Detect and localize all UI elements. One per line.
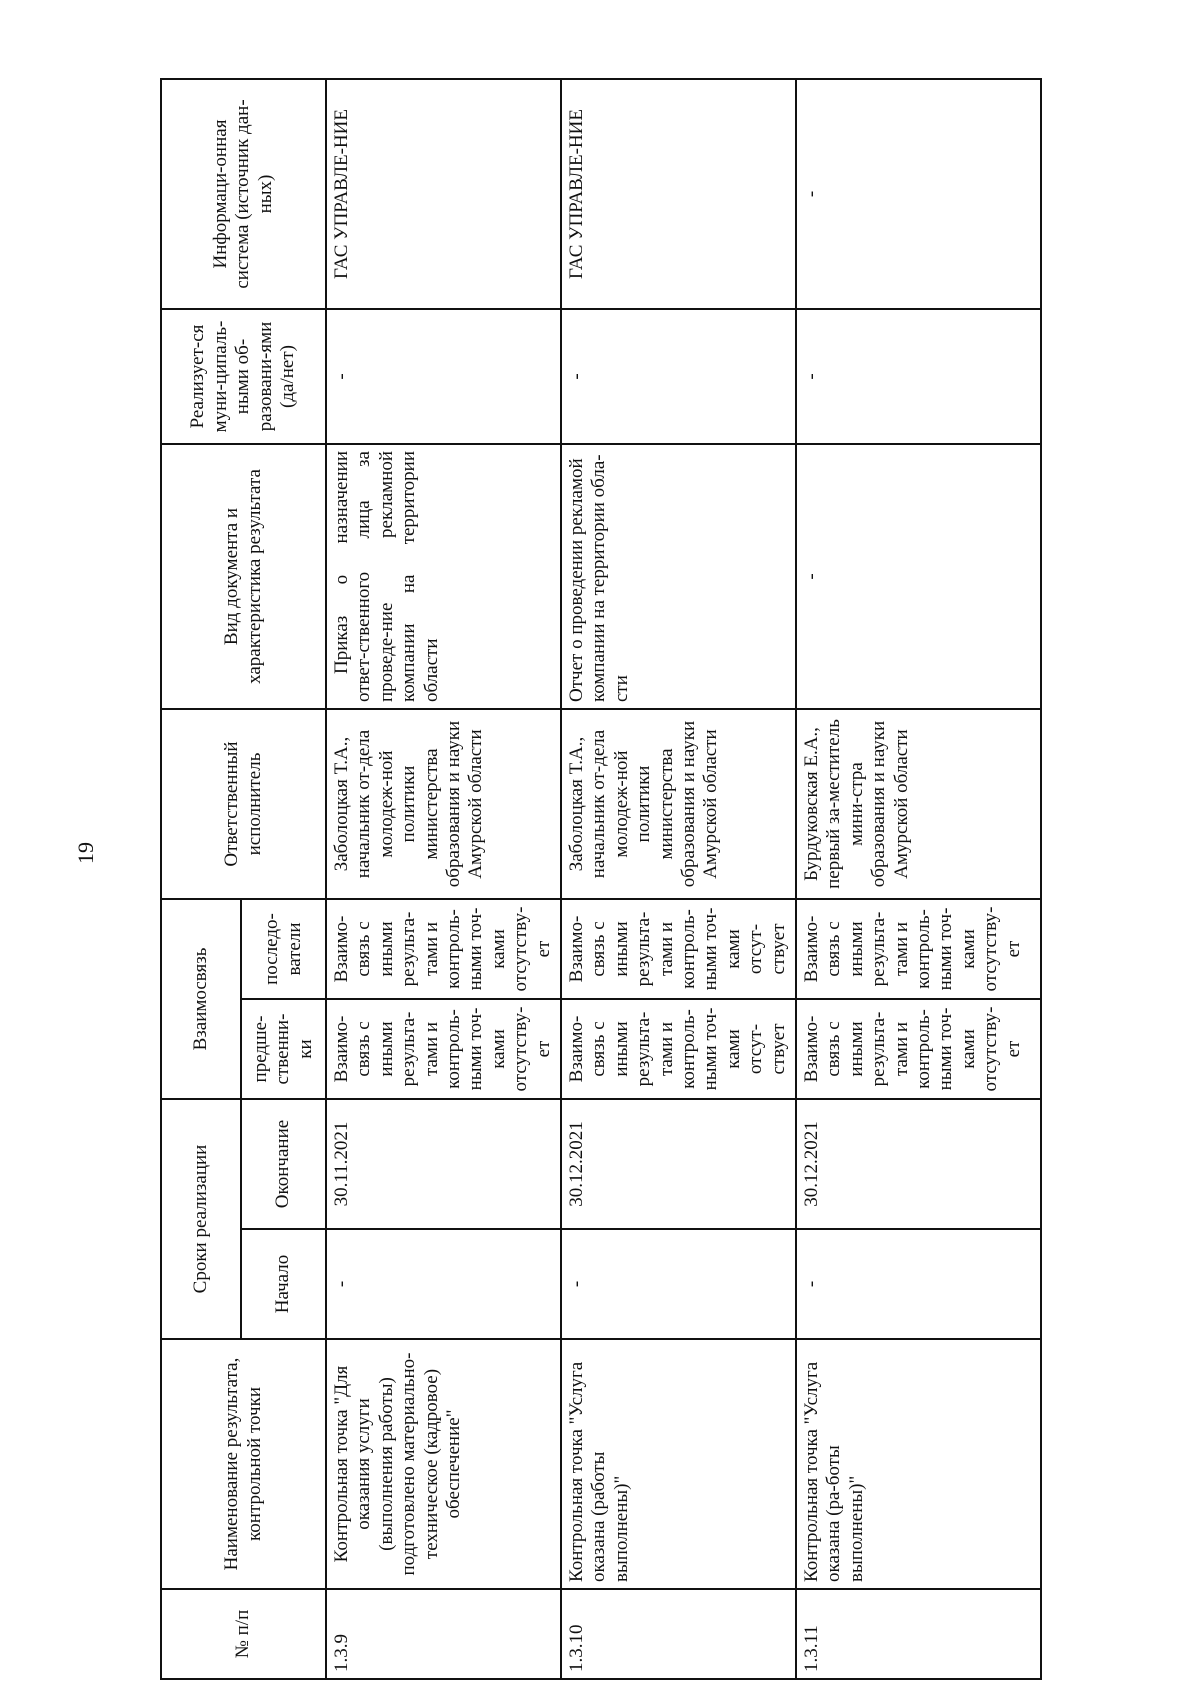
row-document (326, 444, 561, 709)
row-name: Контрольная точка "Для оказания услуги (выполнения работы) подготовлено материально- техническое (кадровое) обеспечение" (326, 1339, 561, 1589)
header-link: Взаимосвязь (161, 899, 241, 1099)
row-successors: Взаимо-связь с иными результа-тами и контроль-ными точ-ками отсутству-ет (796, 899, 1041, 999)
row-num: 1.3.10 (561, 1589, 796, 1679)
row-name: Контрольная точка "Услуга оказана (работы выполнены)" (561, 1339, 796, 1589)
plan-table (160, 78, 1042, 1680)
row-num: 1.3.9 (326, 1589, 561, 1679)
row-predecessors: Взаимо-связь с иными результа-тами и контроль-ными точ-ками отсутству-ет (796, 999, 1041, 1099)
row-end: 30.12.2021 (561, 1099, 796, 1229)
row-info-system: - (796, 79, 1041, 309)
row-document: Отчет о проведении рекламой компании на территории обла-сти (561, 444, 796, 709)
row-successors: Взаимо-связь с иными результа-тами и контроль-ными точ-ками отсутству-ет (326, 899, 561, 999)
row-document: - (796, 444, 1041, 709)
table-row (561, 79, 796, 1679)
header-name: Наименование результата, контрольной точки (161, 1339, 326, 1589)
table-row (326, 79, 561, 1679)
row-responsible: Заболоцкая Т.А., начальник от-дела молодеж-ной политики министерства образования и науки Амурской области (326, 709, 561, 899)
row-info-system: ГАС УПРАВЛЕ-НИЕ (326, 79, 561, 309)
row-municipal: - (561, 309, 796, 444)
row-end: 30.11.2021 (326, 1099, 561, 1229)
header-predecessors: предше-ственни-ки (241, 999, 326, 1099)
row-start: - (561, 1229, 796, 1339)
row-predecessors: Взаимо-связь с иными результа-тами и контроль-ными точ-ками отсут-ствует (561, 999, 796, 1099)
row-info-system: ГАС УПРАВЛЕ-НИЕ (561, 79, 796, 309)
header-end: Окончание (241, 1099, 326, 1229)
header-terms: Сроки реализации (161, 1099, 241, 1339)
table-row (796, 79, 1041, 1679)
row-responsible: Заболоцкая Т.А., начальник от-дела молодеж-ной политики министерства образования и науки Амурской области (561, 709, 796, 899)
row-municipal: - (796, 309, 1041, 444)
header-successors: последо-ватели (241, 899, 326, 999)
row-predecessors: Взаимо-связь с иными результа-тами и контроль-ными точ-ками отсутству-ет (326, 999, 561, 1099)
header-num: № п/п (161, 1589, 326, 1679)
header-start: Начало (241, 1229, 326, 1339)
page-number: 19 (73, 842, 98, 864)
row-successors: Взаимо-связь с иными результа-тами и контроль-ными точ-ками отсут-ствует (561, 899, 796, 999)
header-municipal: Реализует-ся муни-ципаль-ными об-разовани-ями (да/нет) (161, 309, 326, 444)
plan-table-wrapper (160, 80, 1040, 1680)
row-num: 1.3.11 (796, 1589, 1041, 1679)
header-responsible: Ответственный исполнитель (161, 709, 326, 899)
header-info-system: Информаци-онная система (источник дан-ных) (161, 79, 326, 309)
row-end: 30.12.2021 (796, 1099, 1041, 1229)
row-start: - (326, 1229, 561, 1339)
row-start: - (796, 1229, 1041, 1339)
row-document-text: Приказ о назначении ответ-ственного лица за проведе-ние рекламной компании на территории области (331, 451, 442, 702)
row-responsible: Бурдуковская Е.А., первый за-меститель мини-стра образования и науки Амурской области (796, 709, 1041, 899)
row-municipal: - (326, 309, 561, 444)
row-name: Контрольная точка "Услуга оказана (ра-боты выполнены)" (796, 1339, 1041, 1589)
header-document: Вид документа и характеристика результата (161, 444, 326, 709)
